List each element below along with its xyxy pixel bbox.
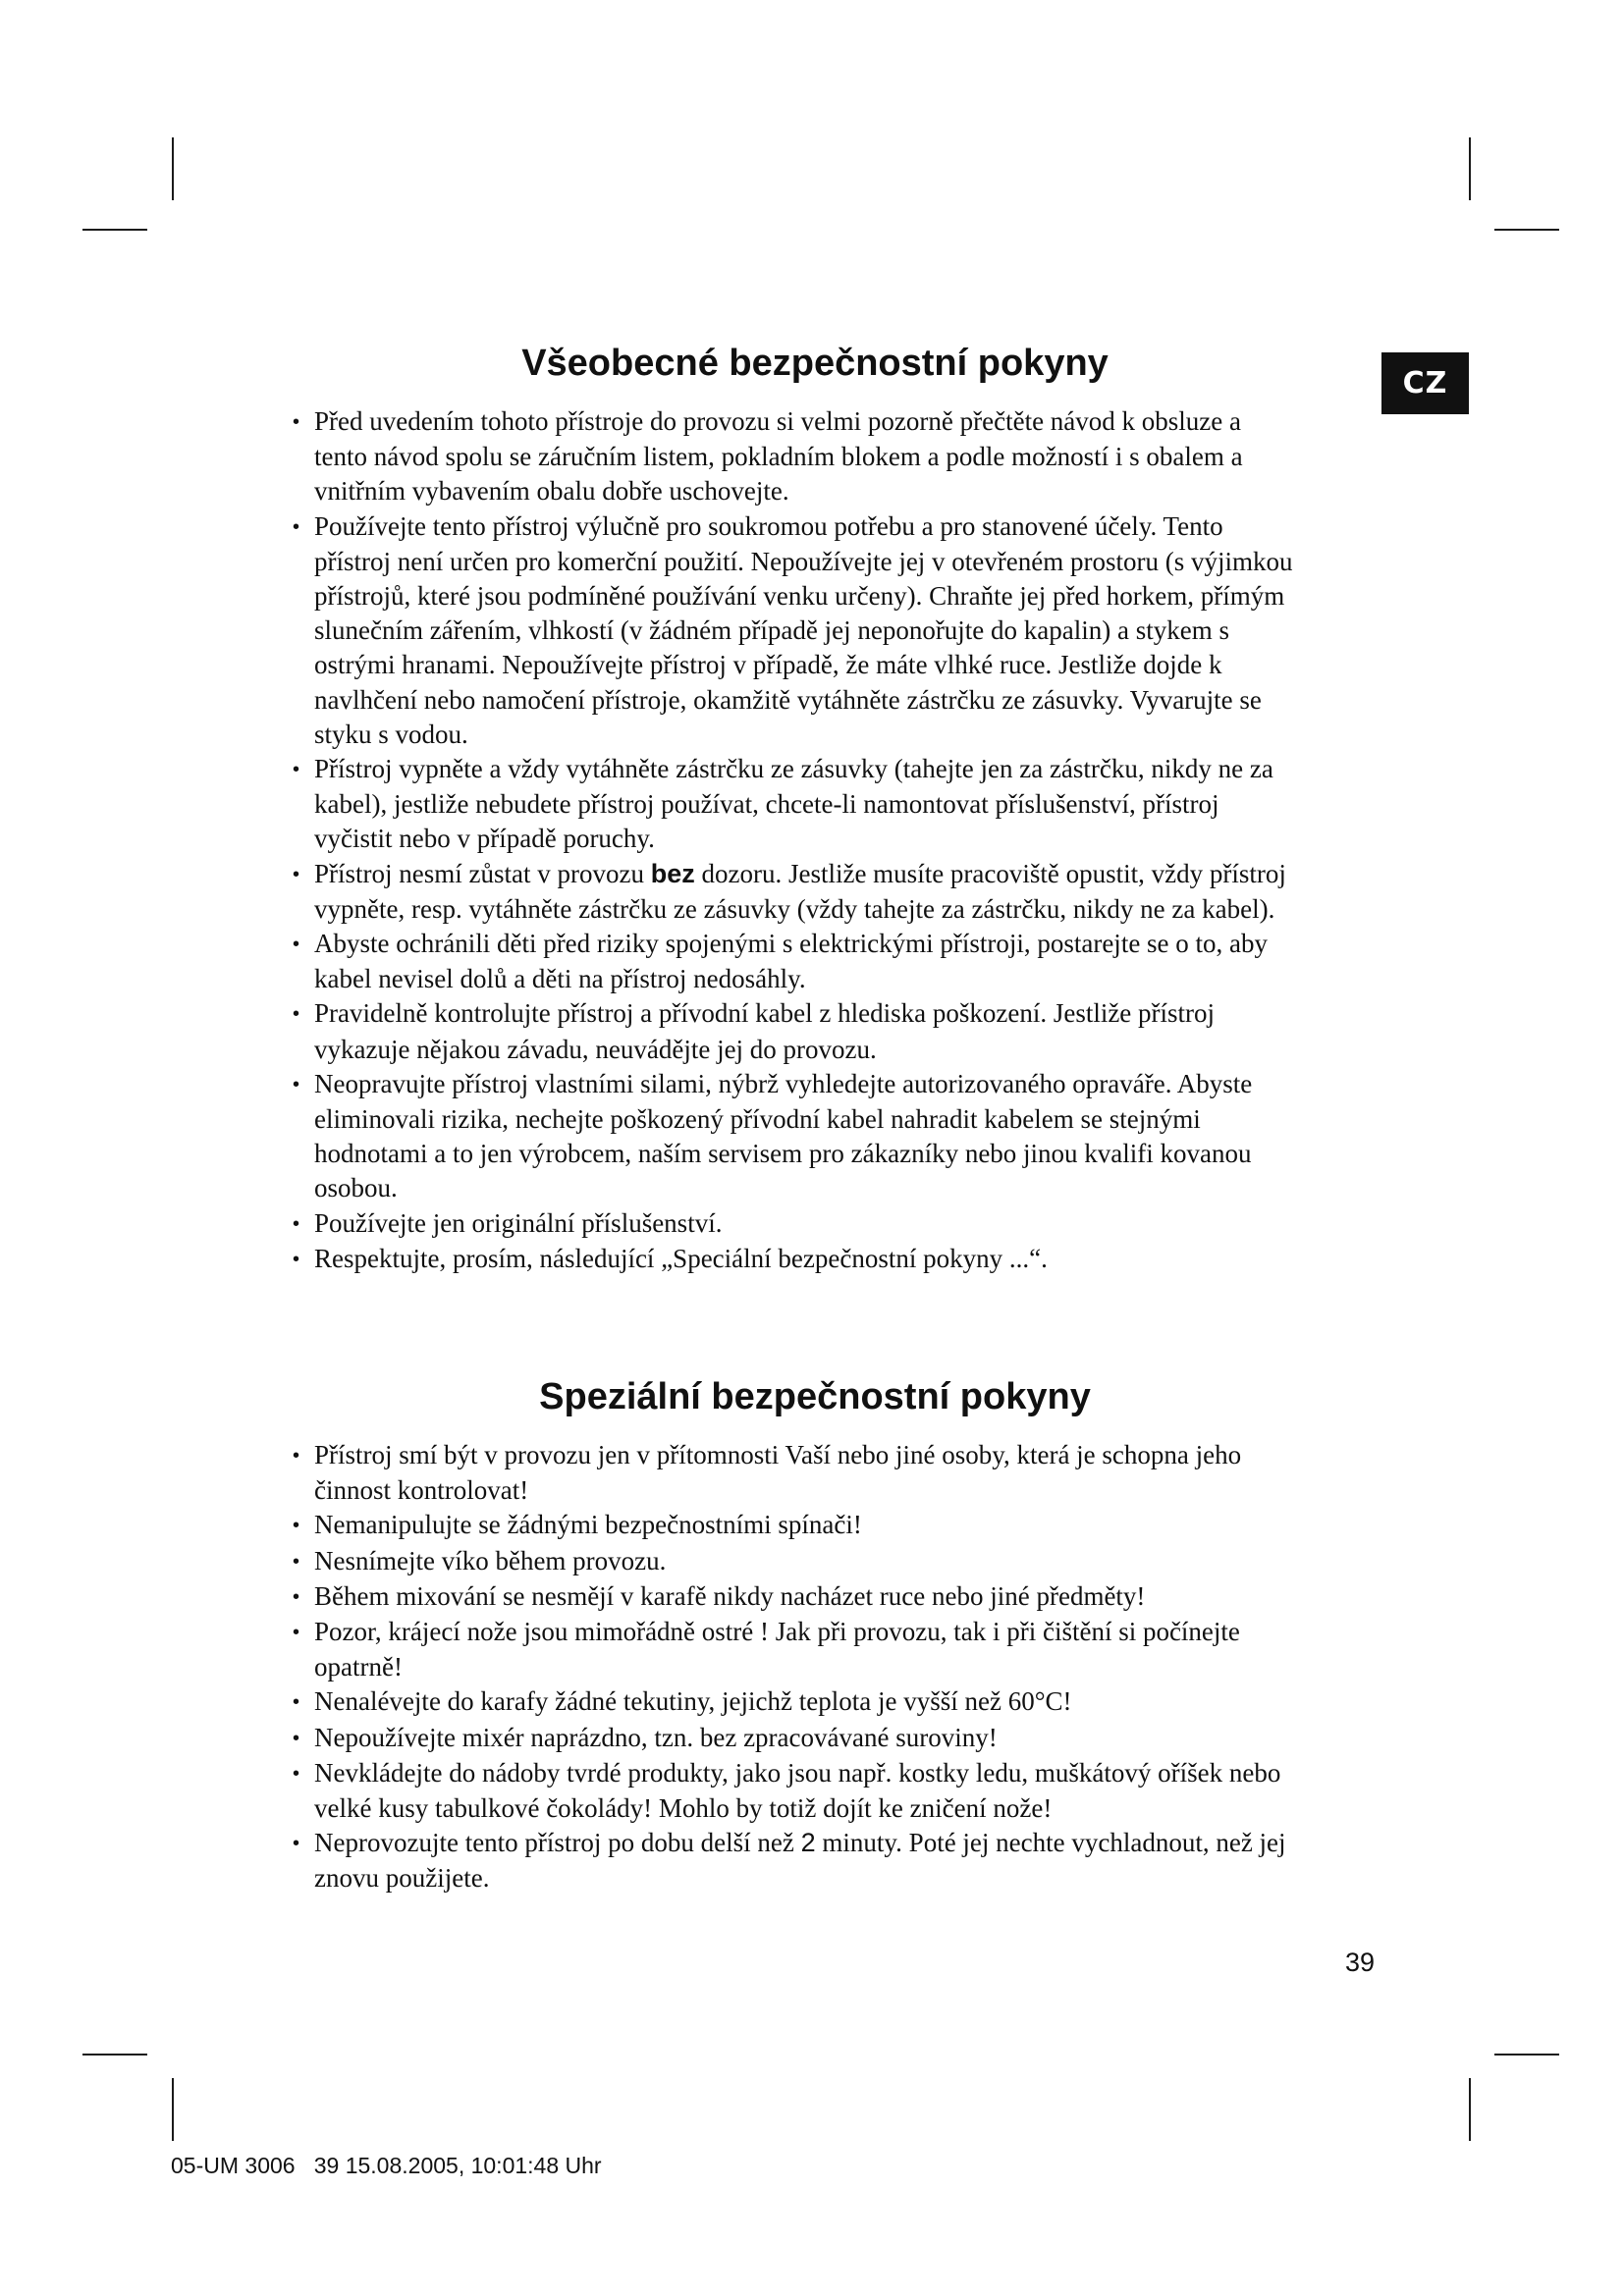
crop-mark [1469,137,1471,200]
list-item: • Nenalévejte do karafy žádné tekutiny, jejichž teplota je vyšší než 60°C! [265,1684,1296,1720]
language-badge: CZ [1381,352,1469,414]
list-item: • Nepoužívejte mixér naprázdno, tzn. bez zpracovávané suroviny! [265,1721,1296,1756]
bullet-icon: • [293,1833,300,1855]
bullet-icon: • [293,1248,300,1270]
list-item: • Nesnímejte víko během provozu. [265,1544,1296,1579]
bullet-icon: • [293,1727,300,1749]
bullet-icon: • [293,934,300,956]
list-item: • Před uvedením tohoto přístroje do provozu si velmi pozorně přečtěte návod k obsluze a tento návod spolu se záručním listem, pokladním blokem a podle možností i s obalem a vnitřním vybavením obalu dobře uschovejte. [293,406,1243,507]
special-safety-heading: Speziální bezpečnostní pokyny [539,1376,1091,1417]
emphasis-text: bez [650,858,695,888]
page-number: 39 [1344,1948,1375,1977]
crop-mark [1494,229,1559,231]
list-item: • Pravidelně kontrolujte přístroj a přívodní kabel z hlediska poškození. Jestliže přístroj vykazuje nějakou závadu, neuvádějte jej do provozu. [293,998,1216,1064]
bullet-icon: • [293,1073,300,1095]
bullet-icon: • [293,411,300,433]
general-safety-heading: Všeobecné bezpečnostní pokyny [521,343,1109,384]
bullet-icon: • [293,515,300,538]
print-footer: 05-UM 3006 39 15.08.2005, 10:01:48 Uhr [171,2153,602,2178]
list-item: • Nemanipulujte se žádnými bezpečnostními spínači! [265,1508,1296,1543]
bullet-icon: • [293,1003,300,1026]
list-item: • Přístroj vypněte a vždy vytáhněte zástrčku ze zásuvky (tahejte jen za zástrčku, nikdy ne za kabel), jestliže nebudete přístroj používat, chcete-li namontovat příslušenství, přístroj vyčistit nebo v případě poruchy. [293,754,1273,854]
list-item: • Přístroj nesmí zůstat v provozu bez dozoru. Jestliže musíte pracoviště opustit, vždy přístroj vypněte, resp. vytáhněte zástrčku ze zásuvky (vždy tahejte za zástrčku, nikdy ne za kabel). [293,858,1286,924]
bullet-icon: • [293,1550,300,1573]
crop-mark [82,2054,147,2056]
bullet-icon: • [293,1622,300,1644]
special-safety-list [265,1438,1296,1896]
crop-mark [1494,2054,1559,2056]
crop-mark [1469,2078,1471,2141]
general-safety-list [265,404,1296,1277]
crop-mark [82,229,147,231]
list-item: • Používejte tento přístroj výlučně pro soukromou potřebu a pro stanovené účely. Tento přístroj není určen pro komerční použití. Nepoužívejte jej v otevřeném prostoru (s výjimkou přístrojů, které jsou podmíněné používání venku určeny). Chraňte jej před horkem, přímým slunečním zářením, vlhkostí (v žádném případě jej neponořujte do kapalin) a stykem s ostrými hranami. Nepoužívejte přístroj v případě, že máte vlhké ruce. Jestliže dojde k navlhčení nebo namočení přístroje, okamžitě vytáhněte zástrčku ze zásuvky. Vyvarujte se styku s vodou. [293,510,1293,749]
list-item: • Abyste ochránili děti před riziky spojenými s elektrickými přístroji, postarejte se o to, aby kabel nevisel dolů a děti na přístroj nedosáhly. [293,929,1269,994]
crop-mark [172,137,174,200]
bullet-icon: • [293,1691,300,1714]
list-item: • Neopravujte přístroj vlastními silami, nýbrž vyhledejte autorizovaného opraváře. Abyste eliminovali rizika, nechejte poškozený přívodní kabel nahradit kabelem se stejnými hodnotami a to jen výrobcem, naším servisem pro zákazníky nebo jinou kvalifi kovanou osobou. [293,1068,1253,1203]
list-item: • Neprovozujte tento přístroj po dobu delší než 2 minuty. Poté jej nechte vychladnout, než jej znovu použijete. [293,1828,1286,1894]
list-item: • Respektujte, prosím, následující „Speciální bezpečnostní pokyny ...“. [265,1242,1296,1277]
bullet-icon: • [293,1445,300,1467]
bullet-icon: • [293,759,300,781]
list-item: • Přístroj smí být v provozu jen v přítomnosti Vaší nebo jiné osoby, která je schopna jeho činnost kontrolovat! [293,1440,1242,1506]
bullet-icon: • [293,1762,300,1785]
emphasis-text: 2 [800,1828,816,1858]
bullet-icon: • [293,1212,300,1235]
list-item: • Během mixování se nesmějí v karafě nikdy nacházet ruce nebo jiné předměty! [265,1579,1296,1615]
bullet-icon: • [293,863,300,885]
list-item: • Používejte jen originální příslušenství. [265,1206,1296,1242]
crop-mark [172,2078,174,2141]
list-item: • Nevkládejte do nádoby tvrdé produkty, jako jsou např. kostky ledu, muškátový oříšek nebo velké kusy tabulkové čokolády! Mohlo by totiž dojít ke zničení nože! [293,1757,1281,1824]
list-item: • Pozor, krájecí nože jsou mimořádně ostré ! Jak při provozu, tak i při čištění si počínejte opatrně! [293,1617,1240,1682]
bullet-icon: • [293,1585,300,1608]
bullet-icon: • [293,1515,300,1537]
